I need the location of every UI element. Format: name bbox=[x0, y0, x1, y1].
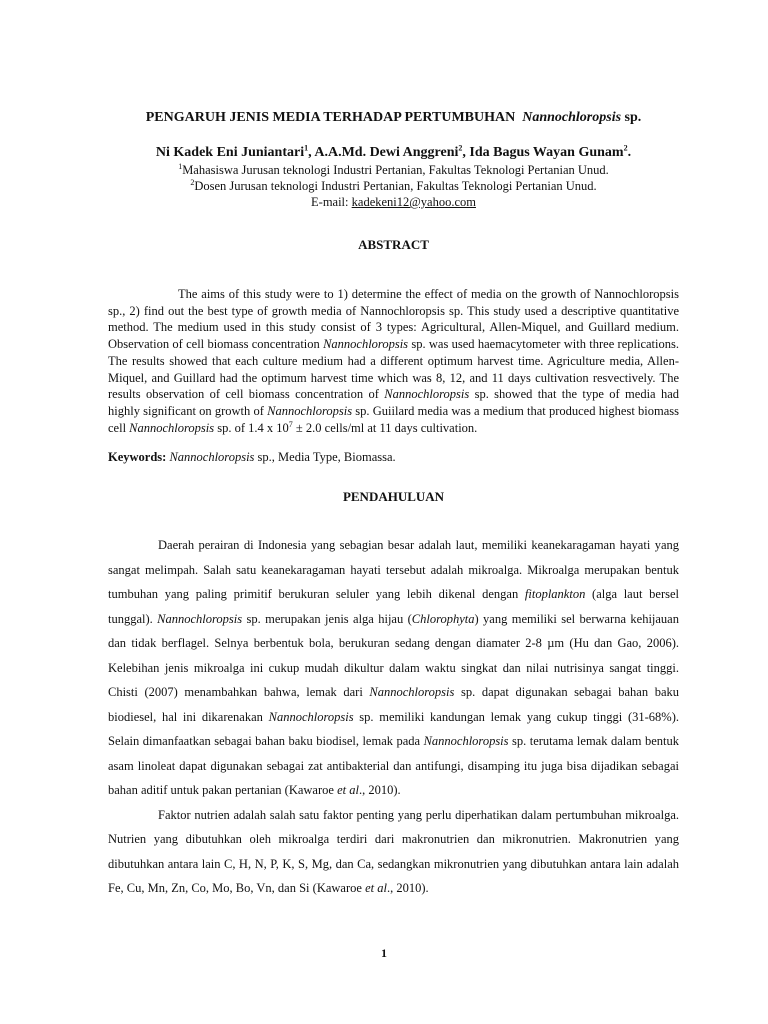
author-name: Ida Bagus Wayan Gunam bbox=[469, 145, 624, 160]
affiliation-1: $^1$Mahasiswa Jurusan teknologi Industri Pertanian, Fakultas Teknologi Pertanian Unud. bbox=[178, 161, 609, 177]
page-number: 1 bbox=[381, 946, 387, 960]
paragraph-1: Daerah perairan di Indonesia yang sebagian besar adalah laut, memiliki keanekaragaman hayati yang sangat melimpah. Salah satu keanekaragaman hayati tersebut adalah mikroalga. Mikroalga merupakan bentuk tumbuhan yang paling primitif berukuran seluler yang lebih dikenal dengan fitoplankton (alga laut bersel tunggal). Nannochloropsis sp. merupakan jenis alga hijau (Chlorophyta) yang memiliki sel berwarna kehijauan dan tidak berflagel. Selnya berbentuk bola, berukuran sedang dengan diamater 2-8 µm (Hu dan Gao, 2006). Kelebihan jenis mikroalga ini cukup mudah dikultur dalam waktu singkat dan nilai nutrisinya sangat tinggi. Chisti (2007) menambahkan bahwa, lemak dari Nannochloropsis sp. dapat digunakan sebagai bahan baku biodiesel, hal ini dikarenakan Nannochloropsis sp. memiliki kandungan lemak yang cukup tinggi (31-68%). Selain dimanfaatkan sebagai bahan baku biodisel, lemak pada Nannochloropsis sp. terutama lemak dalam bentuk asam linoleat dapat digunakan sebagai zat antibakterial dan antifungi, disamping itu juga bisa dijadikan sebagai bahan aditif untuk pakan pertanian (Kawaroe et al., 2010). bbox=[108, 538, 679, 797]
paper-title: PENGARUH JENIS MEDIA TERHADAP PERTUMBUHAN Nannochloropsis sp. bbox=[145, 110, 642, 125]
abstract-heading: ABSTRACT bbox=[358, 237, 429, 252]
affiliation-2: $^2$Dosen Jurusan teknologi Industri Pertanian, Fakultas Teknologi Pertanian Unud. bbox=[190, 177, 597, 193]
body-text bbox=[108, 533, 679, 901]
section-heading: PENDAHULUAN bbox=[342, 489, 445, 504]
author-name: Ni Kadek Eni Juniantari bbox=[155, 145, 305, 160]
author-list: Ni Kadek Eni Juniantari$^1$, A.A.Md. Dewi Anggreni$^2$, Ida Bagus Wayan Gunam$^2$. bbox=[155, 143, 632, 160]
email-line: E-mail: kadekeni12@yahoo.com bbox=[311, 195, 476, 209]
email-link[interactable]: kadekeni12@yahoo.com bbox=[351, 195, 476, 209]
abstract-body: The aims of this study were to 1) determine the effect of media on the growth of Nannochloropsis sp., 2) find out the best type of growth media of Nannochloropsis sp. This study used a descriptive quantitative method. The medium used in this study consist of 3 types: Agricultural, Allen-Miquel, and Guillard medium. Observation of cell biomass concentration Nannochloropsis sp. was used haemacytometer with three replications. The results showed that each culture medium had a different optimum harvest time. Agriculture media, Allen-Miquel, and Guillard had the optimum harvest time which was 8, 12, and 11 days cultivation resvectively. The results observation of cell biomass concentration of Nannochloropsis sp. showed that the type of media had highly significant on growth of Nannochloropsis sp. Guiilard media was a medium that produced highest biomass cell Nannochloropsis sp. of 1.4 x $10^7 \pm 2.0$ cells/ml at 11 days cultivation. bbox=[108, 287, 679, 435]
keywords-line: Keywords: Nannochloropsis sp., Media Type, Biomassa. bbox=[108, 450, 396, 464]
author-name: A.A.Md. Dewi Anggreni bbox=[314, 145, 459, 160]
paragraph-2: Faktor nutrien adalah salah satu faktor penting yang perlu diperhatikan dalam pertumbuhan mikroalga. Nutrien yang dibutuhkan oleh mikroalga terdiri dari makronutrien dan mikronutrien. Makronutrien yang dibutuhkan antara lain C, H, N, P, K, S, Mg, dan Ca, sedangkan mikronutrien yang dibutuhkan antara lain adalah Fe, Cu, Mn, Zn, Co, Mo, Bo, Vn, dan Si (Kawaroe et al., 2010). bbox=[108, 807, 679, 895]
